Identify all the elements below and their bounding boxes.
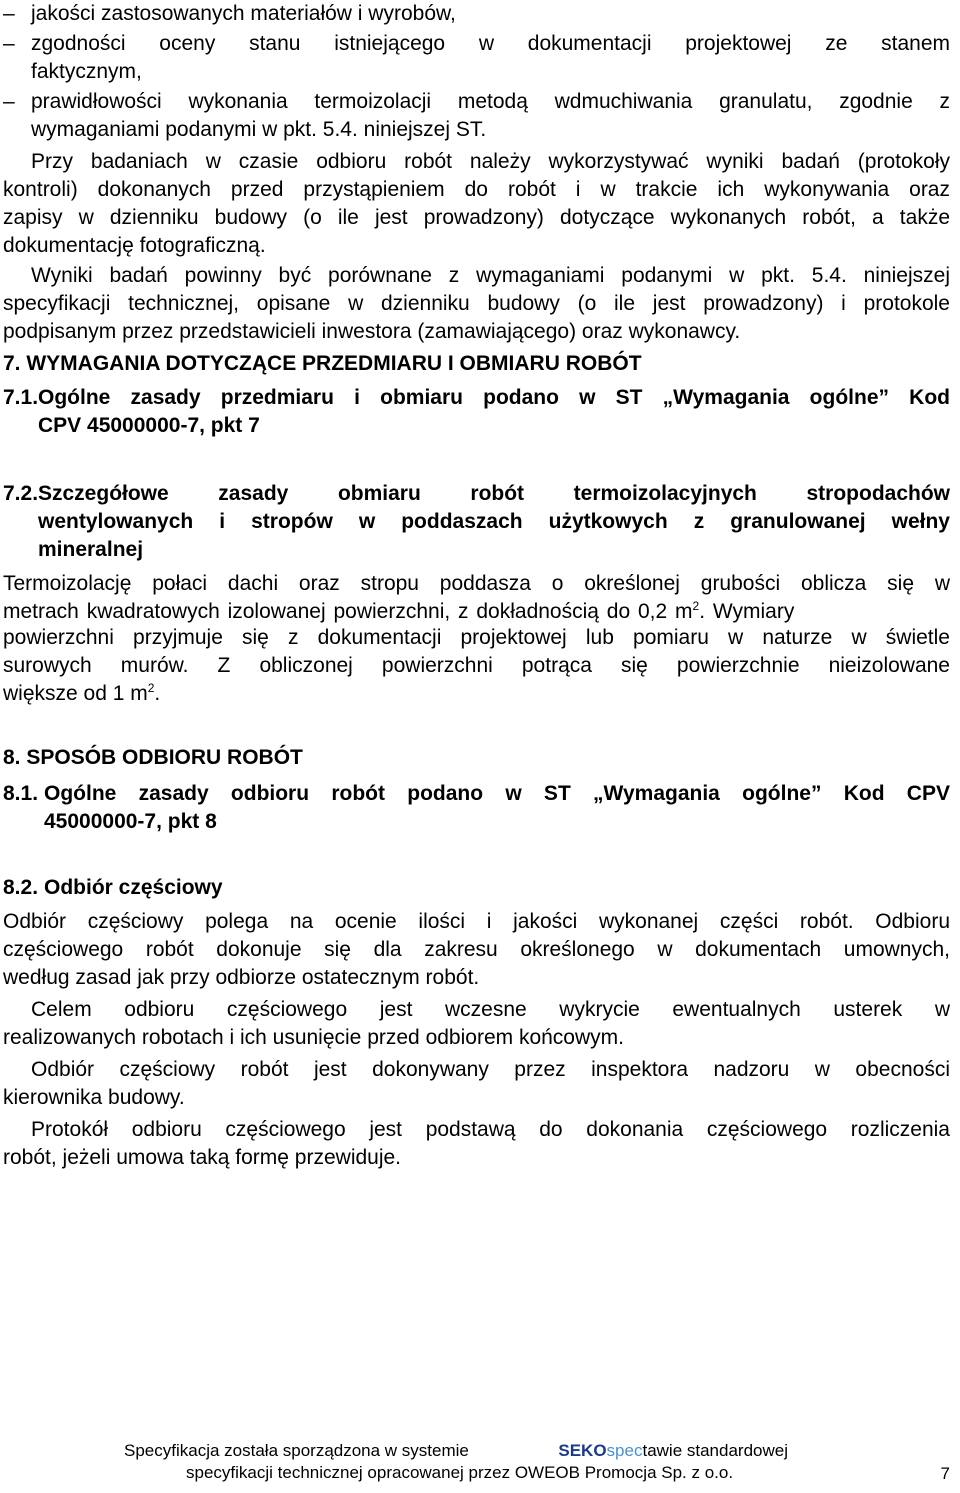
section-heading: 7. WYMAGANIA DOTYCZĄCE PRZEDMIARU I OBMIARU ROBÓT (3, 352, 642, 375)
bullet-text: jakości zastosowanych materiałów i wyrobów, (31, 2, 456, 25)
paragraph-line: częściowego robót dokonuje się dla zakresu określonego w dokumentach umownych, (3, 938, 950, 961)
sekospec-logo-suffix: spec (606, 1441, 643, 1460)
paragraph-line: kontroli) dokonanych przed przystąpieniem do robót i w trakcie ich wykonywania oraz (3, 178, 950, 201)
footer-text: Specyfikacja została sporządzona w systemie (124, 1441, 469, 1460)
paragraph-line: surowych murów. Z obliczonej powierzchni potrąca się powierzchnie nieizolowane (3, 654, 950, 677)
paragraph-line: większe od 1 $m^2$. (3, 681, 161, 705)
page-number: 7 (940, 1464, 950, 1483)
paragraph-line: powierzchni przyjmuje się z dokumentacji projektowej lub pomiaru w naturze w świetle (3, 626, 950, 649)
subsection-title: 45000000-7, pkt 8 (44, 810, 217, 833)
subsection-number: 8.2. (3, 876, 39, 899)
paragraph-line: Termoizolację połaci dachi oraz stropu poddasza o określonej grubości oblicza się w (3, 572, 950, 595)
paragraph-line: Odbiór częściowy robót jest dokonywany przez inspektora nadzoru w obecności (31, 1058, 950, 1081)
paragraph-line: według zasad jak przy odbiorze ostatecznym robót. (3, 966, 480, 989)
paragraph-line: Przy badaniach w czasie odbioru robót należy wykorzystywać wyniki badań (protokoły (31, 150, 950, 173)
bullet-text: faktycznym, (31, 60, 142, 83)
bullet-dash: – (3, 2, 15, 25)
bullet-dash: – (3, 32, 15, 55)
sekospec-logo: SEKO (558, 1441, 607, 1460)
bullet-text: prawidłowości wykonania termoizolacji metodą wdmuchiwania granulatu, zgodnie z (31, 90, 950, 113)
paragraph-line: metrach kwadratowych izolowanej powierzchni, z dokładnością do 0,2 $m^2$. Wymiary (3, 599, 795, 623)
subsection-title: Ogólne zasady odbioru robót podano w ST „Wymagania ogólne” Kod CPV (44, 782, 950, 805)
bullet-dash: – (3, 90, 15, 113)
paragraph-line: Protokół odbioru częściowego jest podstawą do dokonania częściowego rozliczenia (31, 1118, 950, 1141)
subsection-number: 7.1. (3, 386, 39, 409)
footer-line-2: specyfikacji technicznej opracowanej przez OWEOB Promocja Sp. z o.o. (186, 1463, 734, 1482)
bullet-text: wymaganiami podanymi w pkt. 5.4. niniejszej ST. (31, 118, 487, 141)
footer-text: tawie standardowej (642, 1441, 788, 1460)
paragraph-line: dokumentację fotograficzną. (3, 234, 266, 257)
paragraph-line: kierownika budowy. (3, 1086, 185, 1109)
subsection-title: CPV 45000000-7, pkt 7 (38, 414, 260, 437)
subsection-number: 7.2. (3, 482, 39, 505)
subsection-number: 8.1. (3, 782, 39, 805)
paragraph-line: realizowanych robotach i ich usunięcie przed odbiorem końcowym. (3, 1026, 624, 1049)
subsection-title: mineralnej (38, 538, 144, 561)
footer-line-1 (124, 1440, 788, 1462)
paragraph-line: Odbiór częściowy polega na ocenie ilości i jakości wykonanej części robót. Odbioru (3, 910, 950, 933)
paragraph-line: Celem odbioru częściowego jest wczesne wykrycie ewentualnych usterek w (31, 998, 950, 1021)
subsection-title: wentylowanych i stropów w poddaszach użytkowych z granulowanej wełny (38, 510, 950, 533)
paragraph-line: specyfikacji technicznej, opisane w dzienniku budowy (o ile jest prowadzony) i protokole (3, 292, 950, 315)
subsection-title: Ogólne zasady przedmiaru i obmiaru podano w ST „Wymagania ogólne” Kod (38, 386, 950, 409)
section-heading: 8. SPOSÓB ODBIORU ROBÓT (3, 746, 303, 769)
paragraph-line: podpisanym przez przedstawicieli inwestora (zamawiającego) oraz wykonawcy. (3, 320, 741, 343)
subsection-title: Odbiór częściowy (44, 876, 223, 899)
paragraph-line: robót, jeżeli umowa taką formę przewiduje. (3, 1146, 402, 1169)
paragraph-line: zapisy w dzienniku budowy (o ile jest prowadzony) dotyczące wykonanych robót, a także (3, 206, 950, 229)
paragraph-line: Wyniki badań powinny być porównane z wymaganiami podanymi w pkt. 5.4. niniejszej (31, 264, 950, 287)
subsection-title: Szczegółowe zasady obmiaru robót termoizolacyjnych stropodachów (38, 482, 950, 505)
bullet-text: zgodności oceny stanu istniejącego w dokumentacji projektowej ze stanem (31, 32, 950, 55)
